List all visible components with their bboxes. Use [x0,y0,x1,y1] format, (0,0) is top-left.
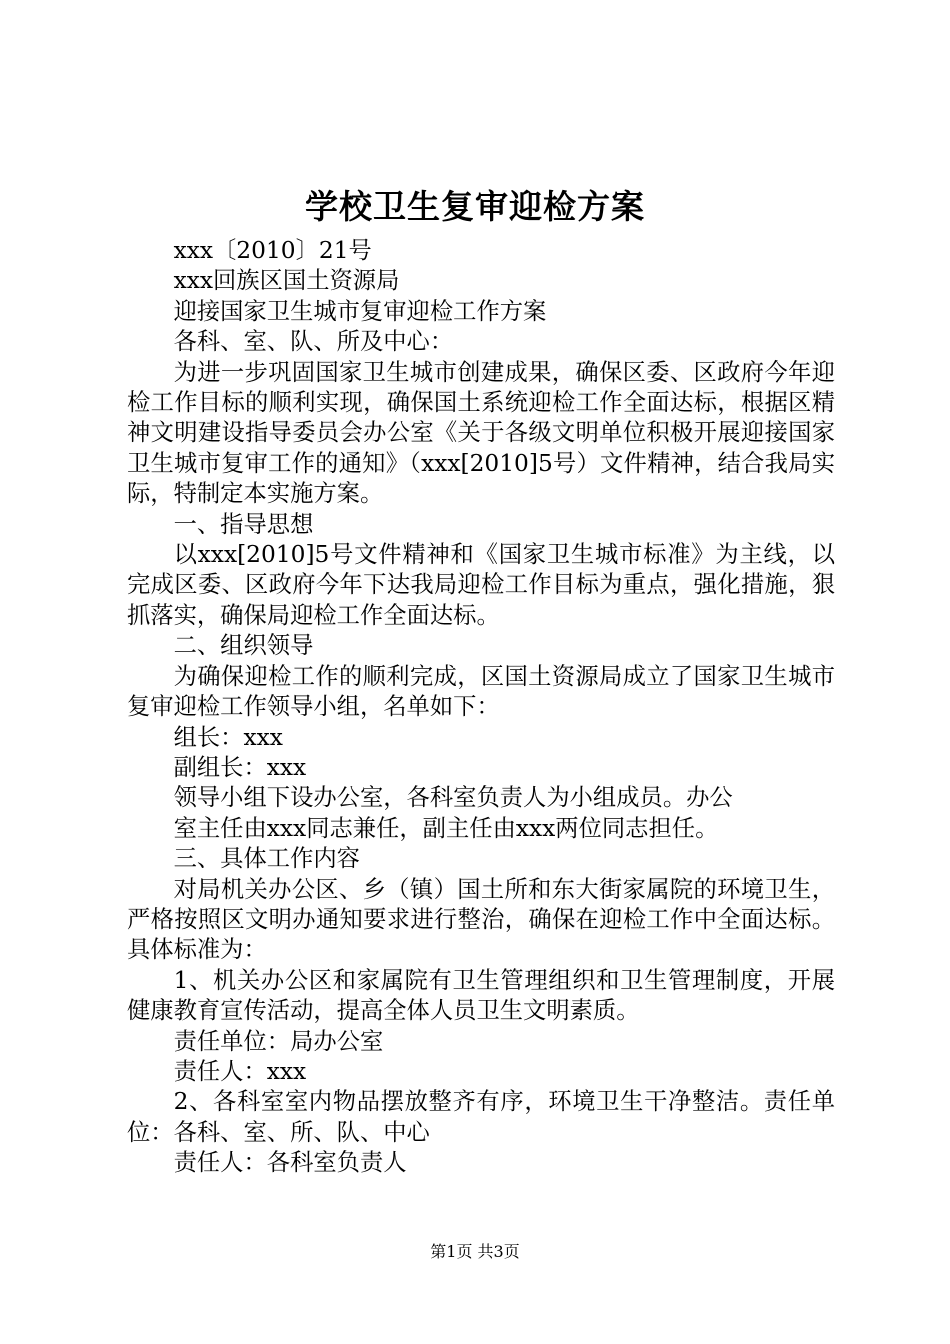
section-heading-3: 三、具体工作内容 [173,845,360,873]
responsible-person-2: 责任人：各科室负责人 [173,1149,407,1177]
plan-name: 迎接国家卫生城市复审迎检工作方案 [173,297,547,325]
document-title: 学校卫生复审迎检方案 [305,187,645,226]
document-body [127,236,835,1179]
office-setup-line-1: 领导小组下设办公室，各科室负责人为小组成员。办公 [173,784,733,812]
section-heading-1: 一、指导思想 [173,510,314,538]
issuing-agency: xxx回族区国土资源局 [173,267,400,295]
salutation: 各科、室、队、所及中心： [173,328,454,356]
section-heading-2: 二、组织领导 [173,632,314,660]
standard-item-1: 1、机关办公区和家属院有卫生管理组织和卫生管理制度，开展健康教育宣传活动，提高全体人员卫生文明素质。 [127,966,835,1025]
office-setup-line-2: 室主任由xxx同志兼任，副主任由xxx两位同志担任。 [173,814,719,842]
section-2-paragraph: 为确保迎检工作的顺利完成，区国土资源局成立了国家卫生城市复审迎检工作领导小组，名单如下： [127,662,835,721]
intro-paragraph: 为进一步巩固国家卫生城市创建成果，确保区委、区政府今年迎检工作目标的顺利实现，确保国土系统迎检工作全面达标，根据区精神文明建设指导委员会办公室《关于各级文明单位积极开展迎接国家卫生城市复审工作的通知》（xxx[2010]5号）文件精神，结合我局实际，特制定本实施方案。 [127,358,835,508]
standard-item-2: 2、各科室室内物品摆放整齐有序，环境卫生干净整洁。责任单位：各科、室、所、队、中心 [127,1088,835,1146]
section-1-paragraph: 以xxx[2010]5号文件精神和《国家卫生城市标准》为主线，以完成区委、区政府今年下达我局迎检工作目标为重点，强化措施，狠抓落实，确保局迎检工作全面达标。 [127,541,835,629]
responsible-person-1: 责任人：xxx [173,1057,307,1085]
document-number: xxx〔2010〕21号 [173,237,372,264]
section-3-paragraph: 对局机关办公区、乡（镇）国土所和东大街家属院的环境卫生，严格按照区文明办通知要求进行整治，确保在迎检工作中全面达标。具体标准为： [127,875,835,964]
group-leader: 组长：xxx [173,723,283,751]
deputy-group-leader: 副组长：xxx [173,753,307,781]
responsible-unit-1: 责任单位：局办公室 [173,1027,384,1055]
page-footer: 第1页 共3页 [430,1242,520,1261]
